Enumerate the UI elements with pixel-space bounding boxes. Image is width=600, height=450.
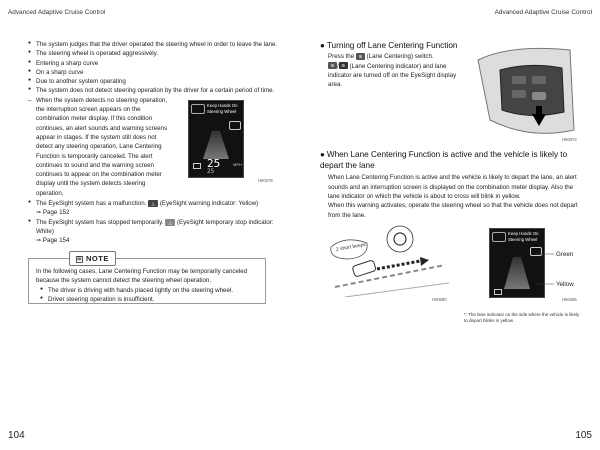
lane-centering-indicator-icon-alt: ⊞ xyxy=(339,62,348,69)
stopped-indicator-text: (EyeSight temporary stop indicator: White) xyxy=(36,218,274,235)
list-item xyxy=(28,218,278,237)
list-item: ● The system judges that the driver operated the steering wheel in order to leave the lane. xyxy=(28,40,278,49)
lane-line xyxy=(335,265,445,287)
direction-arrow xyxy=(377,261,420,269)
car-icon xyxy=(352,260,376,277)
instruction-text: (Lane Centering indicator) and lane indicator are turned off on the EyeSight display area. xyxy=(328,62,457,89)
figure-code: H00265 xyxy=(562,297,577,302)
footnote: *: The lane indicator on the side where the vehicle is likely to depart blinks in yellow. xyxy=(464,312,580,323)
label-yellow: Yellow xyxy=(556,281,574,288)
lane-centering-switch xyxy=(532,92,546,100)
alert-circle xyxy=(387,226,413,252)
note-body xyxy=(36,267,264,304)
departure-paragraph-1: When Lane Centering Function is active and the vehicle is likely to depart the lane, an alert sounds and an interruption screen is displayed on the combination meter display. Also the lane indicator on which the vehicle is about to cross will blink in yellow. xyxy=(328,174,577,200)
no-steering-description: – When the system detects no steering operation, the interruption screen appears on the combination meter display. If this condition continues, an alert sounds and warning screens appear in stages. If the system still does not detect any steering operation, Lane Centering Function is temporarily canceled. The alert continues to sound and the warning screen continues to appear on the combination meter display until the system detects steering operation. xyxy=(28,96,168,198)
list-item: ● The driver is driving with hands placed lightly on the steering wheel. xyxy=(40,286,264,295)
leader-lines xyxy=(536,250,556,290)
page-number-left: 104 xyxy=(8,430,25,441)
label-green: Green xyxy=(556,251,574,258)
page-number-right: 105 xyxy=(575,430,592,441)
figure-code: H00080 xyxy=(432,297,447,302)
beeps-label: 2 short beeps xyxy=(335,241,367,253)
speed-unit: MPH xyxy=(233,162,242,167)
list-item: ● Entering a sharp curve xyxy=(28,59,278,68)
speed-value: 25 xyxy=(207,157,221,170)
switch-button xyxy=(512,90,526,98)
switch-button xyxy=(512,76,526,84)
lane-centering-icon xyxy=(229,121,241,130)
steering-wheel-icon xyxy=(492,232,506,242)
set-speed-value: 25 xyxy=(207,168,215,175)
page-header-left: Advanced Adaptive Cruise Control xyxy=(8,9,106,16)
switch-button xyxy=(532,76,546,84)
system-state-list-2 xyxy=(28,218,278,237)
figure-code: H00072 xyxy=(562,137,577,142)
system-state-list xyxy=(28,199,278,208)
right-column-sec1 xyxy=(320,40,470,89)
lane-centering-indicator-icon: ⊞ xyxy=(328,62,337,69)
figure-code: H00278 xyxy=(258,178,273,183)
steering-switch-figure xyxy=(470,40,582,144)
instruction-text: Press the xyxy=(328,53,355,61)
list-item: ● The steering wheel is operated aggressively. xyxy=(28,49,278,58)
departure-paragraph-2: When this warning activates, operate the steering wheel so that the vehicle does not depart from the lane. xyxy=(328,202,578,219)
condition-list xyxy=(28,40,278,96)
right-column-sec2 xyxy=(320,150,582,220)
note-box xyxy=(28,254,266,304)
keep-hands-message: Keep Hands On Steering Wheel xyxy=(508,231,539,242)
lane-graphic xyxy=(504,257,530,289)
keep-hands-message: Keep Hands On Steering Wheel xyxy=(207,103,238,114)
note-text: In the following cases, Lane Centering Function may be temporarily canceled because the system cannot detect the steering wheel operation. xyxy=(36,268,248,285)
note-list xyxy=(36,286,264,305)
combination-meter-display xyxy=(188,100,244,178)
list-item: ● The system does not detect steering operation by the driver for a certain period of time. xyxy=(28,86,278,95)
malfunction-text: The EyeSight system has a malfunction. xyxy=(36,200,147,208)
note-icon: ☰ xyxy=(77,255,82,262)
list-item xyxy=(28,199,278,208)
lane-centering-switch-icon: ⊞ xyxy=(356,53,365,60)
list-item: ● Due to another system operating xyxy=(28,77,278,86)
page-header-right: Advanced Adaptive Cruise Control xyxy=(494,9,592,16)
malfunction-indicator-text: (EyeSight warning indicator: Yellow) xyxy=(159,200,259,208)
steering-wheel-icon xyxy=(191,104,205,114)
section-title-turn-off: ● Turning off Lane Centering Function xyxy=(320,40,470,52)
car-icon xyxy=(494,289,502,295)
list-item: ● On a sharp curve xyxy=(28,68,278,77)
lane-departure-figure xyxy=(325,225,450,297)
switch-panel xyxy=(500,65,564,115)
turn-off-instructions: Press the ⊞ (Lane Centering) switch. ⊞ / ⊞ (Lane Centering indicator) and lane indicator are turned off on the EyeSight display area. xyxy=(328,53,457,89)
lane-graphic xyxy=(203,131,229,159)
instruction-text: (Lane Centering) switch. xyxy=(366,53,434,61)
stopped-text: The EyeSight system has stopped temporarily. xyxy=(36,218,164,226)
eyesight-warning-icon: △ xyxy=(148,200,158,207)
list-item: ● Driver steering operation is insufficient. xyxy=(40,295,264,304)
note-title: ☰ NOTE xyxy=(69,251,116,266)
road-edge xyxy=(345,283,449,297)
arrow-head xyxy=(420,257,429,266)
eyesight-stop-icon: △ xyxy=(165,219,175,226)
car-icon xyxy=(193,163,201,169)
stopped-page-ref: ⇒ Page 154 xyxy=(36,237,70,245)
section-title-departure: ● When Lane Centering Function is active and the vehicle is likely to depart the lane xyxy=(320,150,582,171)
malfunction-page-ref: ⇒ Page 152 xyxy=(36,209,70,217)
